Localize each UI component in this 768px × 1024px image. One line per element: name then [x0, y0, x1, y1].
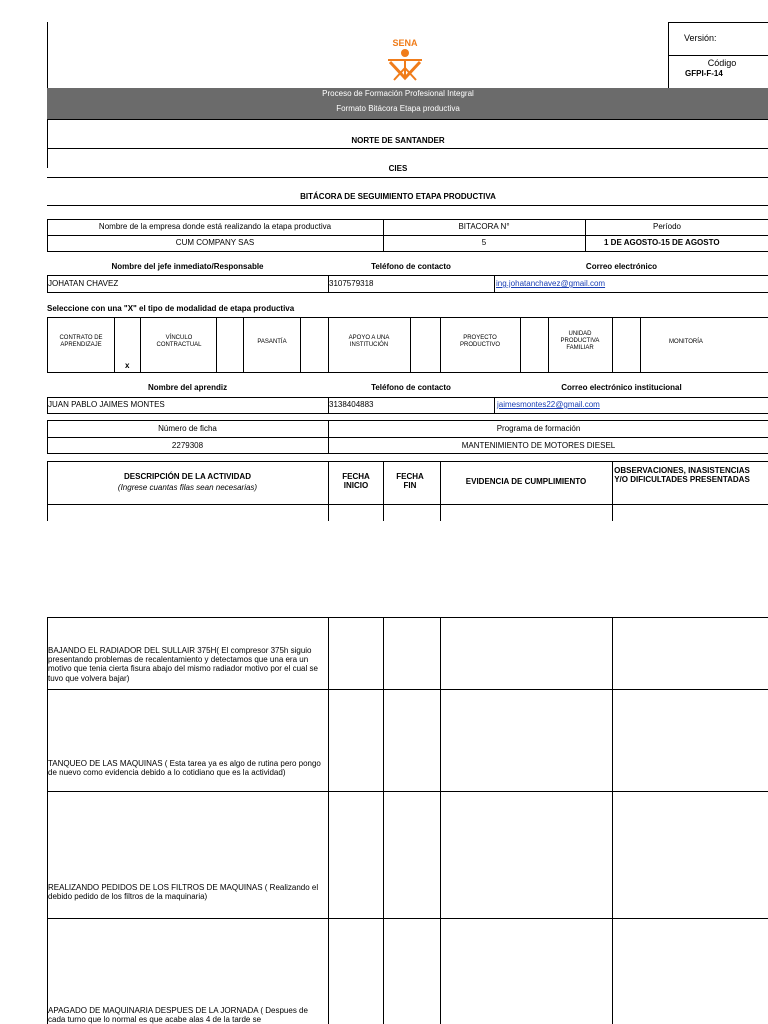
- version-label: Versión:: [684, 33, 717, 43]
- modality-mark: x: [125, 361, 130, 370]
- boss-phone-value: 3107579318: [329, 279, 374, 288]
- codigo-label: Código: [707, 58, 737, 68]
- company-name-label: Nombre de la empresa donde está realizando la etapa productiva: [98, 222, 332, 231]
- logo-text: SENA: [392, 38, 418, 48]
- bitacora-label: BITACORA N°: [458, 222, 510, 231]
- bitacora-value: 5: [481, 238, 487, 247]
- program-label: Programa de formación: [496, 424, 581, 433]
- sena-logo: [380, 38, 430, 82]
- region-title: NORTE DE SANTANDER: [351, 136, 445, 145]
- modality-option-apoyo: APOYO A UNA INSTITUCIÓN: [348, 335, 390, 348]
- activity-row: APAGADO DE MAQUINARIA DESPUES DE LA JORNADA ( Despues de cada turno que lo normal es que acabe alas 4 de la tarde se: [48, 1006, 308, 1024]
- modality-option-proyecto: PROYECTO PRODUCTIVO: [459, 335, 500, 348]
- boss-name-value: JOHATAN CHAVEZ: [48, 279, 119, 288]
- activity-row: TANQUEO DE LAS MAQUINAS ( Esta tarea ya es algo de rutina pero pongo de nuevo como evidencia debido a lo cotidiano que es la actividad): [48, 759, 321, 778]
- fecha-inicio-header: FECHA INICIO: [342, 472, 370, 491]
- modality-option-vinculo: VÍNCULO CONTRACTUAL: [156, 335, 202, 348]
- page-title: BITÁCORA DE SEGUIMIENTO ETAPA PRODUCTIVA: [300, 192, 496, 201]
- codigo-value: GFPI-F-14: [685, 69, 723, 78]
- learner-name-value: JUAN PABLO JAIMES MONTES: [48, 400, 165, 409]
- boss-phone-label: Teléfono de contacto: [371, 262, 451, 271]
- modality-option-contrato: CONTRATO DE APRENDIZAJE: [59, 335, 103, 348]
- boss-email-label: Correo electrónico: [585, 262, 658, 271]
- activity-desc-subheader: (Ingrese cuantas filas sean necesarias): [117, 483, 258, 492]
- band-line2: Formato Bitácora Etapa productiva: [336, 104, 460, 113]
- boss-email-link[interactable]: ing.johatanchavez@gmail.com: [496, 279, 606, 288]
- activity-desc-header: DESCRIPCIÓN DE LA ACTIVIDAD: [124, 472, 251, 481]
- center-title: CIES: [388, 164, 408, 173]
- band-line1: Proceso de Formación Profesional Integral: [322, 89, 474, 98]
- evidencia-header: EVIDENCIA DE CUMPLIMIENTO: [465, 477, 587, 486]
- boss-name-label: Nombre del jefe inmediato/Responsable: [111, 262, 264, 271]
- ficha-label: Número de ficha: [158, 424, 217, 433]
- modality-prompt: Seleccione con una "X" el tipo de modalidad de etapa productiva: [47, 304, 295, 313]
- learner-phone-label: Teléfono de contacto: [371, 383, 451, 392]
- learner-email-link[interactable]: jaimesmontes22@gmail.com: [497, 400, 600, 409]
- modality-option-monitoria: MONITORÍA: [669, 339, 703, 345]
- learner-phone-value: 3138404883: [329, 400, 374, 409]
- observaciones-header: OBSERVACIONES, INASISTENCIAS Y/O DIFICULTADES PRESENTADAS: [614, 466, 750, 485]
- learner-name-label: Nombre del aprendiz: [147, 383, 228, 392]
- periodo-value: 1 DE AGOSTO-15 DE AGOSTO: [604, 238, 720, 247]
- ficha-value: 2279308: [171, 441, 204, 450]
- periodo-label: Período: [652, 222, 682, 231]
- fecha-fin-header: FECHA FIN: [396, 472, 424, 491]
- company-name-value: CUM COMPANY SAS: [175, 238, 255, 247]
- learner-email-label: Correo electrónico institucional: [561, 383, 682, 392]
- modality-option-pasantia: PASANTÍA: [257, 339, 287, 345]
- activity-row: BAJANDO EL RADIADOR DEL SULLAIR 375H( El compresor 375h siguio presentando problemas de recalentamiento y detectamos que una era un motivo que tenia cierta fisura abajo del mismo radiador motivo por el cual se tuvo que volvera bajar): [48, 646, 318, 683]
- program-value: MANTENIMIENTO DE MOTORES DIESEL: [461, 441, 616, 450]
- activity-row: REALIZANDO PEDIDOS DE LOS FILTROS DE MAQUINAS ( Realizando el debido pedido de los filtros de la maquinaria): [48, 883, 319, 902]
- modality-option-unidad: UNIDAD PRODUCTIVA FAMILIAR: [560, 331, 600, 351]
